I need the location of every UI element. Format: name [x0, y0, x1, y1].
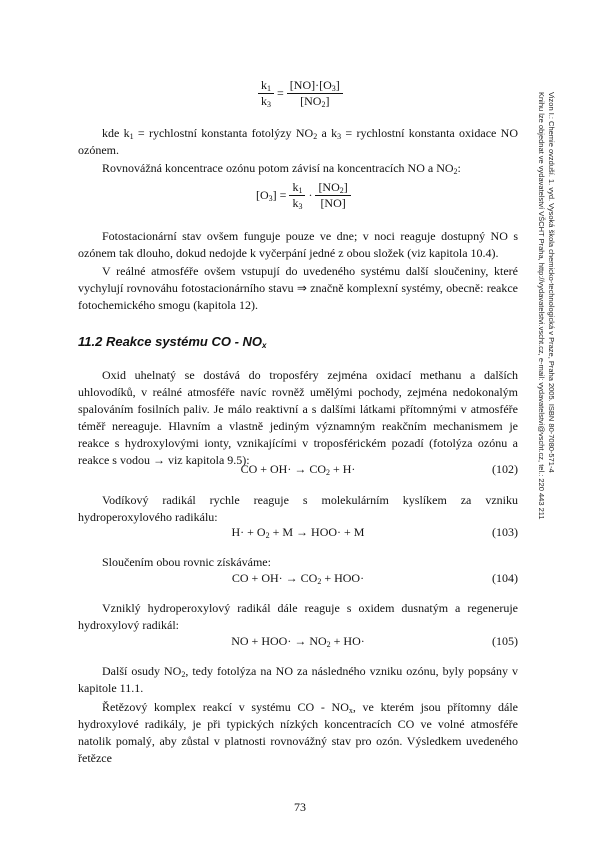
paragraph-chain-reactions: Řetězový komplex reakcí v systému CO - $NO_x$, ve kterém jsou přítomny dále hydroxylové radikály, je při typických nízkých koncentracích CO ve volné atmosféře natolik pomalý, aby zůstal v platnosti rovnovážný stav pro ozón. Výsledkem uvedeného řetězce: [78, 700, 518, 765]
section-heading: 11.2 Reakce systému CO - $NO_x$: [78, 334, 267, 350]
equation-number: (102): [492, 462, 518, 476]
paragraph-equilibrium: Rovnovážná koncentrace ozónu potom závisí na koncentracích NO a $NO_2$:: [102, 161, 461, 176]
page-number: 73: [294, 800, 306, 814]
equation-103: $H\cdot + O_2 + M \to HOO\cdot + M$ (103): [231, 525, 518, 540]
fraction-no2-no: $\frac{[NO_2]}{[NO]}$: [315, 180, 350, 211]
citation-line-1: Vizon I.: Chemie ovzduší. 1. vyd. Vysoká škola chemicko-technologická v Praze, Praha 2005. ISBN 80-7080-571-4: [547, 92, 556, 473]
equation-rate-ratio: $\frac{k_1}{k_3}$ = $\frac{[NO]\cdot[O_3]}{[NO_2]}$: [258, 78, 343, 109]
equation-number: (103): [492, 525, 518, 539]
equation-102: CO + $OH\cdot \to CO_2 + H\cdot$ (102): [240, 462, 518, 477]
equation-105: NO + $HOO\cdot \to NO_2 + HO\cdot$ (105): [231, 634, 518, 649]
fraction-k: $\frac{k_1}{k_3}$: [258, 78, 274, 109]
equation-ozone-concentration: $[O_3]$ = $\frac{k_1}{k_3}$ · $\frac{[NO_2]}{[NO]}$: [256, 180, 351, 211]
equation-104: CO + $OH\cdot \to CO_2 + HOO\cdot$ (104): [231, 571, 518, 586]
paragraph-real-atmosphere: V reálné atmosféře ovšem vstupují do uvedeného systému další sloučeniny, které vychylují rovnováhu fotostacionárního stavu ⇒ značně komplexní systémy, obecně: reakce fotochemického smogu (kapitola 12).: [78, 264, 518, 312]
equation-number: (105): [492, 634, 518, 648]
paragraph-further-fate: Další osudy $NO_2$, tedy fotolýza na NO za následného vzniku ozónu, byly popsány v kapitole 11.1.: [78, 664, 518, 695]
paragraph-hydroperoxyl: Vzniklý hydroperoxylový radikál dále reaguje s oxidem dusnatým a regeneruje hydroxylový radikál:: [78, 601, 518, 632]
paragraph-hydrogen-radical: Vodíkový radikál rychle reaguje s molekulárním kyslíkem za vzniku hydroperoxylového radikálu:: [78, 493, 518, 524]
citation-sidebar: [536, 92, 556, 742]
citation-line-2: Knihu lze objednat ve vydavatelství VŠCHT Praha, http://vydavatelstvi.vscht.cz, e-mail: vydavatelstvi@vscht.cz, tel.: 220 443 211: [537, 92, 546, 520]
paragraph-rate-constants: kde $k_1$ = rychlostní konstanta fotolýzy $NO_2$ a $k_3$ = rychlostní konstanta oxidace NO ozónem.: [78, 126, 518, 157]
equation-number: (104): [492, 571, 518, 585]
fraction-k1-k3: $\frac{k_1}{k_3}$: [289, 180, 305, 211]
fraction-concentrations: $\frac{[NO]\cdot[O_3]}{[NO_2]}$: [287, 78, 343, 109]
paragraph-combination: Sloučením obou rovnic získáváme:: [102, 555, 271, 569]
paragraph-carbon-monoxide: Oxid uhelnatý se dostává do troposféry zejména oxidací methanu a dalších uhlovodíků, v reálné atmosféře navíc rovněž umělými pochody, zejména nedokonalým spalováním fosilních paliv. Je málo reaktivní a s dalšími látkami přítomnými v atmosféře téměř nereaguje. Hlavním a vlastně jediným významným reakčním mechanismem je reakce s hydroxylovými ionty, vznikajícími v troposférickém pozadí (fotolýza ozónu a reakce s vodou → viz kapitola 9.5):: [78, 368, 518, 467]
paragraph-photostationary: Fotostacionární stav ovšem funguje pouze ve dne; v noci reaguje dostupný NO s ozónem tak dlouho, dokud nedojde k vyčerpání jedné z obou složek (viz kapitola 10.4).: [78, 229, 518, 260]
